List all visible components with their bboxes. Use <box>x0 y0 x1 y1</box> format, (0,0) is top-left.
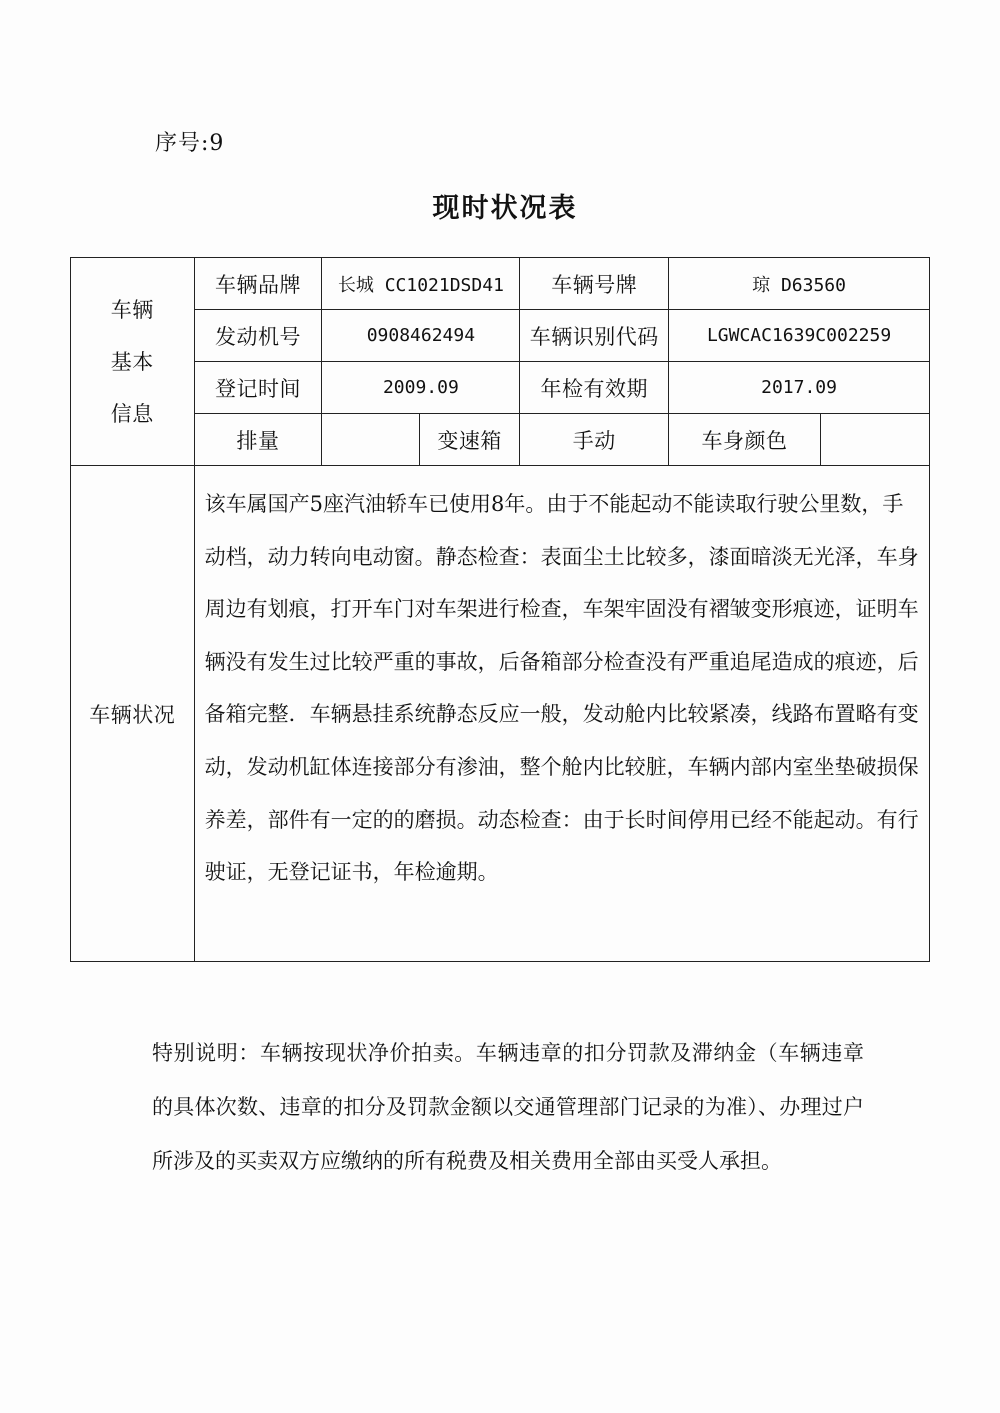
plate-label: 车辆号牌 <box>520 258 669 310</box>
displacement-label: 排量 <box>194 414 322 466</box>
displacement-value <box>322 414 419 466</box>
condition-description: 该车属国产5座汽油轿车已使用8年。由于不能起动不能读取行驶公里数，手动档，动力转向电动窗。静态检查：表面尘土比较多，漆面暗淡无光泽，车身周边有划痕，打开车门对车架进行检查，车架牢固没有褶皱变形痕迹，证明车辆没有发生过比较严重的事故，后备箱部分检查没有严重追尾造成的痕迹，后备箱完整．车辆悬挂系统静态反应一般，发动舱内比较紧凑，线路布置略有变动，发动机缸体连接部分有渗油，整个舱内比较脏，车辆内部内室坐垫破损保养差，部件有一定的的磨损。动态检查：由于长时间停用已经不能起动。有行驶证，无登记证书，年检逾期。 <box>194 466 929 962</box>
gearbox-value: 手动 <box>520 414 669 466</box>
vin-label: 车辆识别代码 <box>520 310 669 362</box>
vehicle-status-table <box>70 257 930 962</box>
table-row <box>71 362 930 414</box>
inspection-validity-value: 2017.09 <box>669 362 930 414</box>
engine-number-label: 发动机号 <box>194 310 322 362</box>
table-row <box>71 466 930 962</box>
serial-number: 序号:9 <box>155 131 225 156</box>
table-row <box>71 310 930 362</box>
body-color-label: 车身颜色 <box>669 414 821 466</box>
vin-value: LGWCAC1639C002259 <box>669 310 930 362</box>
brand-label: 车辆品牌 <box>194 258 322 310</box>
section-label-line: 基本 <box>110 349 154 374</box>
inspection-validity-label: 年检有效期 <box>520 362 669 414</box>
registration-date-label: 登记时间 <box>194 362 322 414</box>
table-row <box>71 414 930 466</box>
special-note: 特别说明：车辆按现状净价拍卖。车辆违章的扣分罚款及滞纳金（车辆违章的具体次数、违章的扣分及罚款金额以交通管理部门记录的为准）、办理过户所涉及的买卖双方应缴纳的所有税费及相关费用全部由买受人承担。 <box>152 1041 864 1173</box>
engine-number-value: 0908462494 <box>322 310 520 362</box>
table-row <box>71 258 930 310</box>
plate-value: 琼 D63560 <box>669 258 930 310</box>
condition-label: 车辆状况 <box>71 466 195 962</box>
gearbox-label: 变速箱 <box>419 414 520 466</box>
basic-info-section-label <box>71 258 195 466</box>
body-color-value <box>820 414 929 466</box>
section-label-line: 车辆 <box>110 297 154 322</box>
section-label-line: 信息 <box>110 401 154 426</box>
brand-value: 长城 CC1021DSD41 <box>322 258 520 310</box>
document-title: 现时状况表 <box>432 193 578 224</box>
registration-date-value: 2009.09 <box>322 362 520 414</box>
